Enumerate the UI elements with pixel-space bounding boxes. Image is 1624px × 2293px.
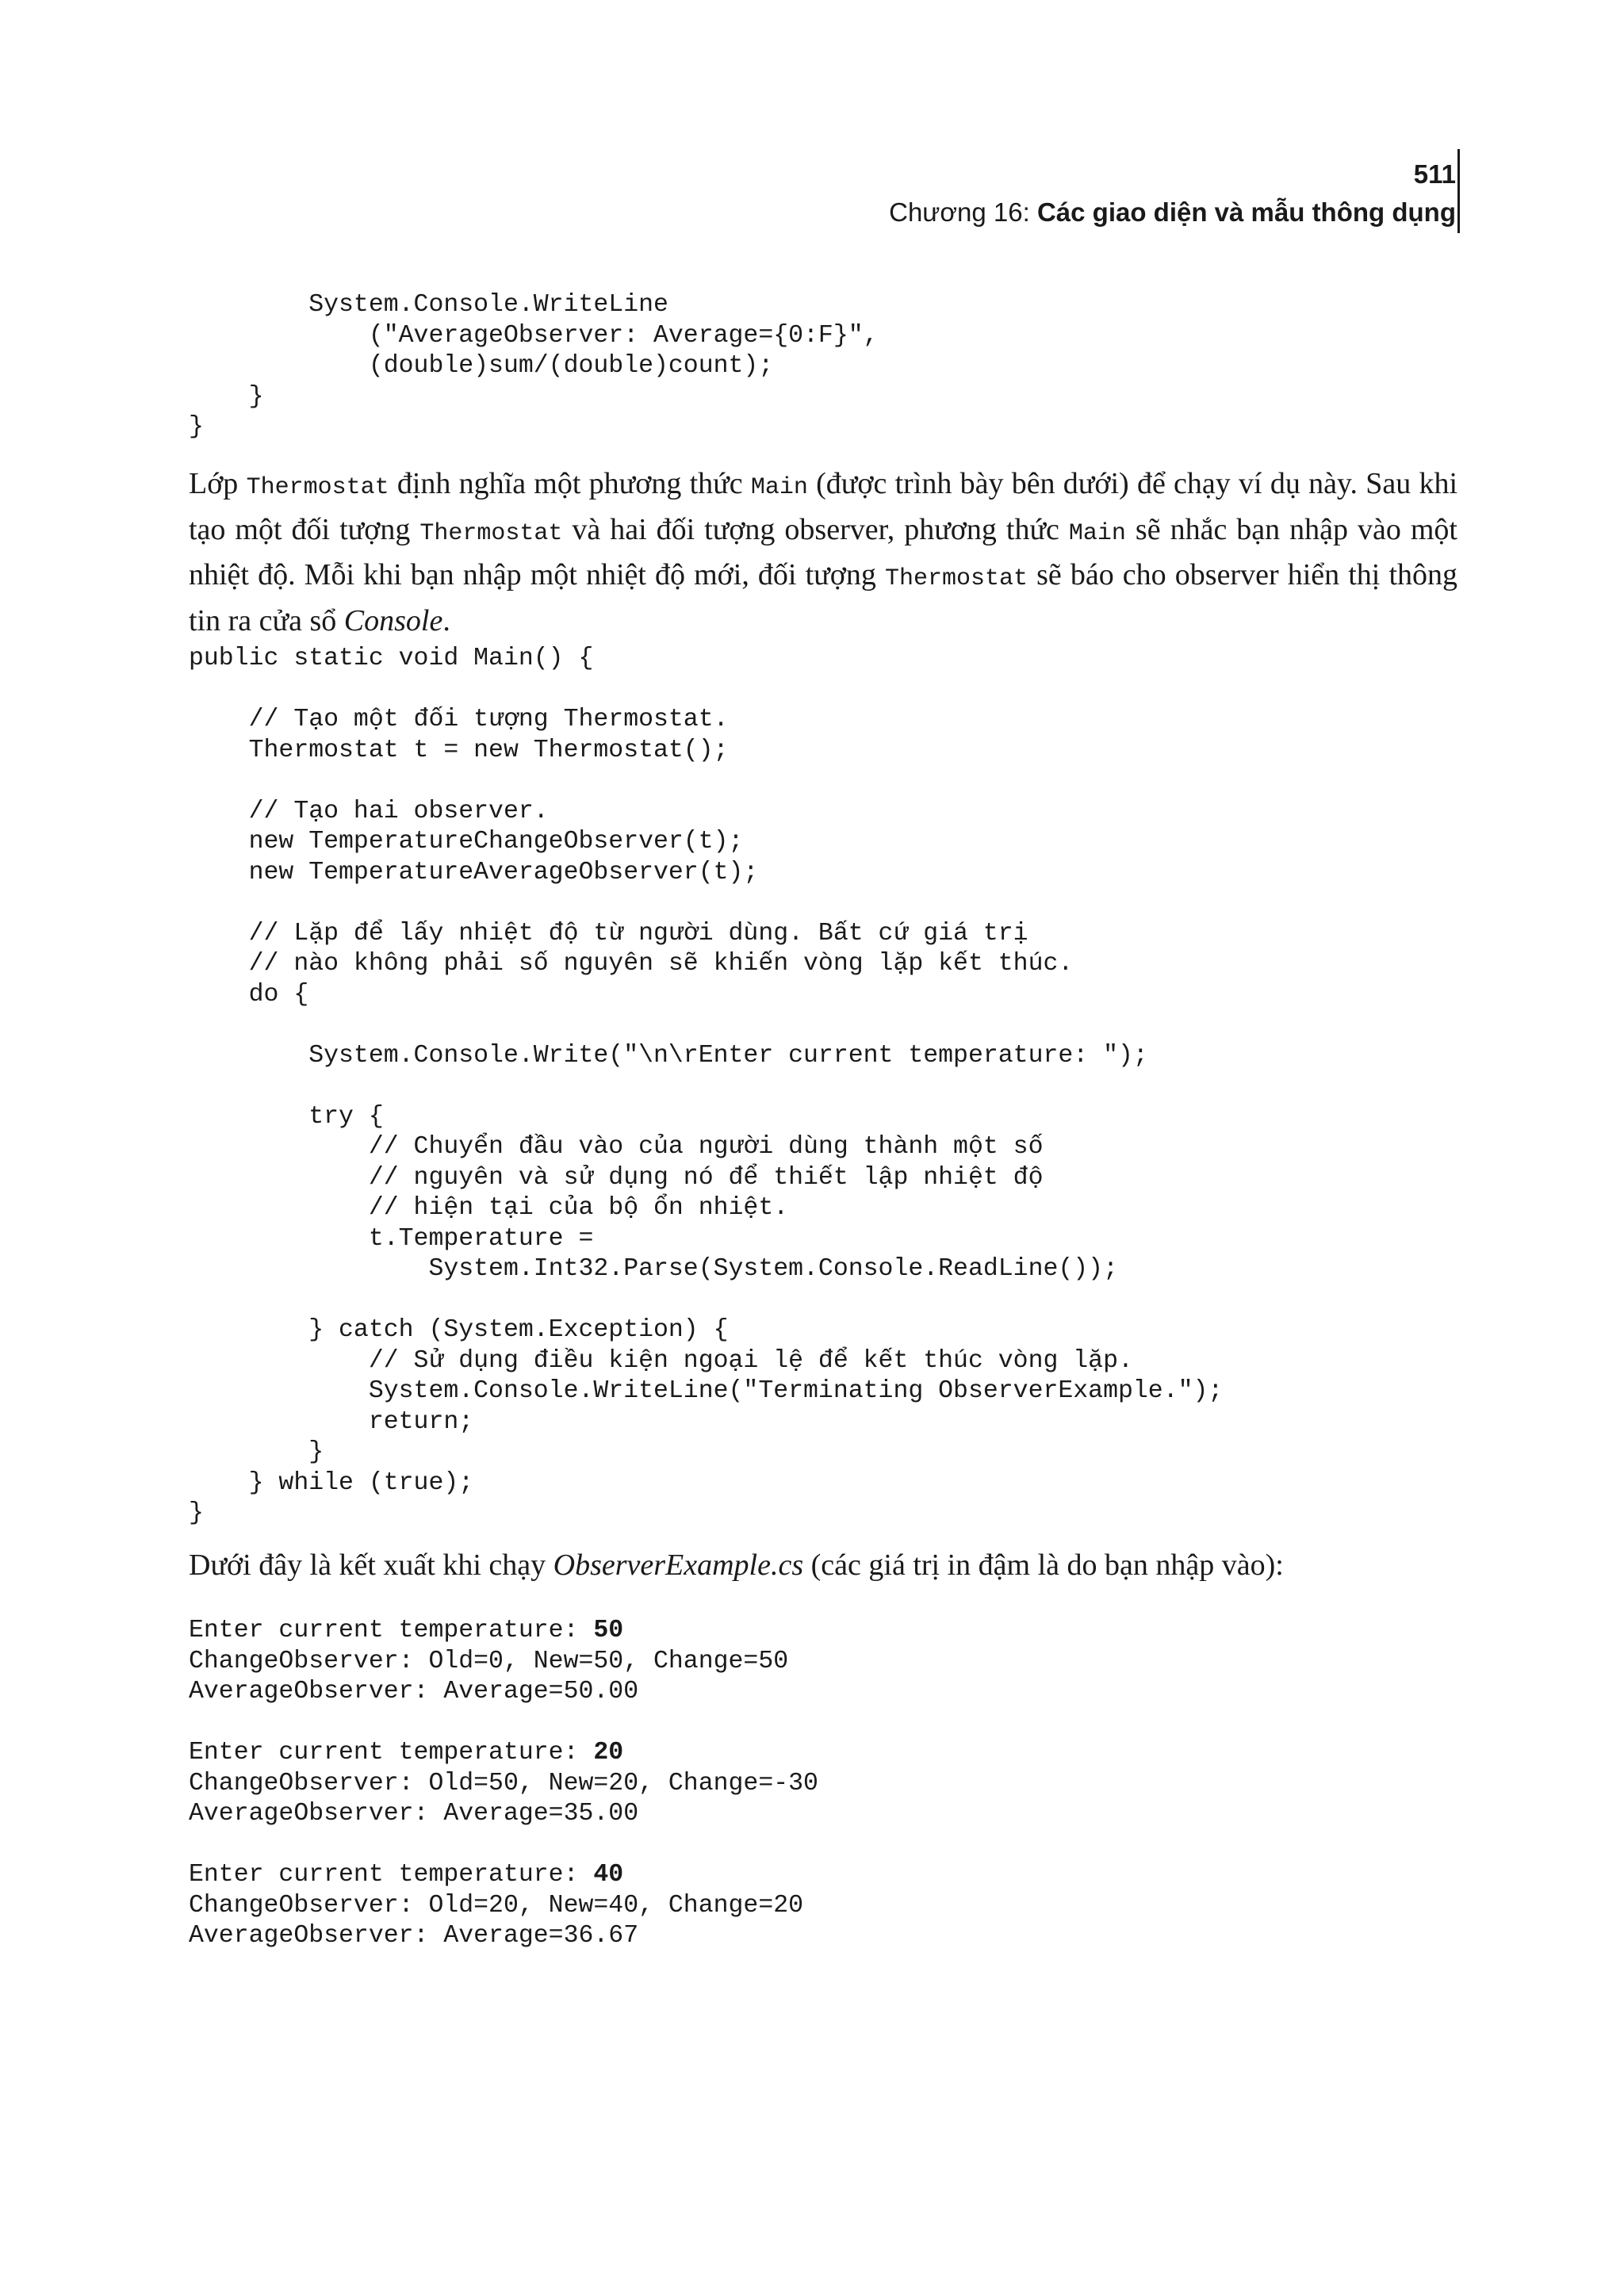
running-header <box>889 155 1456 232</box>
inline-code: Thermostat <box>884 565 1028 592</box>
output-prompt: Enter current temperature: <box>189 1739 594 1767</box>
change-observer-line: ChangeObserver: Old=20, New=40, Change=20 <box>189 1891 804 1920</box>
change-observer-line: ChangeObserver: Old=50, New=20, Change=-30 <box>189 1769 818 1797</box>
paragraph-thermostat <box>189 463 1457 641</box>
code-block-main: public static void Main() { // Tạo một đối tượng Thermostat. Thermostat t = new Thermostat(); // Tạo hai observer. new TemperatureChangeObserver(t); new TemperatureAverageObserver(t); // Lặp để lấy nhiệt độ từ người dùng. Bất cứ giá trị // nào không phải số nguyên sẽ khiến vòng lặp kết thúc. do { System.Console.Write("\n\rEnter current temperature: "); try { // Chuyển đầu vào của người dùng thành một số // nguyên và sử dụng nó để thiết lập nhiệt độ // hiện tại của bộ ổn nhiệt. t.Temperature = System.Int32.Parse(System.Console.ReadLine()); } catch (System.Exception) { // Sử dụng điều kiện ngoại lệ để kết thúc vòng lặp. System.Console.WriteLine("Terminating ObserverExample."); return; } } while (true); } <box>189 645 1224 1527</box>
text: và hai đối tượng observer, phương thức <box>562 512 1069 546</box>
italic-filename: ObserverExample.cs <box>553 1548 804 1582</box>
console-output <box>189 1616 818 1952</box>
average-observer-line: AverageObserver: Average=35.00 <box>189 1800 639 1828</box>
text: (được trình bày bên dưới) để chạy ví dụ này. Sau khi tạo một đối tượng <box>189 467 1458 546</box>
page-number: 511 <box>1413 159 1456 189</box>
text: (các giá trị in đậm là do bạn nhập vào): <box>803 1548 1284 1582</box>
user-input-value: 50 <box>593 1617 624 1644</box>
change-observer-line: ChangeObserver: Old=0, New=50, Change=50 <box>189 1647 789 1675</box>
italic-text: Console <box>343 603 443 637</box>
text: sẽ nhắc bạn nhập vào một nhiệt độ. Mỗi khi bạn nhập một nhiệt độ mới, đối tượng <box>189 512 1457 591</box>
inline-code: Thermostat <box>246 474 389 501</box>
output-prompt: Enter current temperature: <box>189 1861 594 1889</box>
user-input-value: 40 <box>593 1861 624 1889</box>
text: . <box>442 603 450 637</box>
inline-code: Main <box>1068 519 1126 547</box>
code-block-top: System.Console.WriteLine ("AverageObserver: Average={0:F}", (double)sum/(double)count); } } <box>189 291 879 441</box>
user-input-value: 20 <box>593 1739 624 1767</box>
text: định nghĩa một phương thức <box>389 467 751 500</box>
inline-code: Thermostat <box>419 519 563 547</box>
chapter-heading <box>889 193 1456 232</box>
inline-code: Main <box>750 474 808 501</box>
average-observer-line: AverageObserver: Average=36.67 <box>189 1922 639 1950</box>
chapter-prefix: Chương 16: <box>889 197 1037 227</box>
chapter-title: Các giao diện và mẫu thông dụng <box>1036 197 1456 227</box>
output-prompt: Enter current temperature: <box>189 1617 594 1644</box>
paragraph-output-intro <box>189 1545 1457 1587</box>
average-observer-line: AverageObserver: Average=50.00 <box>189 1678 639 1705</box>
header-rule <box>1457 149 1460 233</box>
text: Dưới đây là kết xuất khi chạy <box>189 1548 553 1582</box>
text: Lớp <box>189 467 247 500</box>
text: sẽ báo cho observer hiển thị thông tin ra cửa sổ <box>189 558 1458 637</box>
